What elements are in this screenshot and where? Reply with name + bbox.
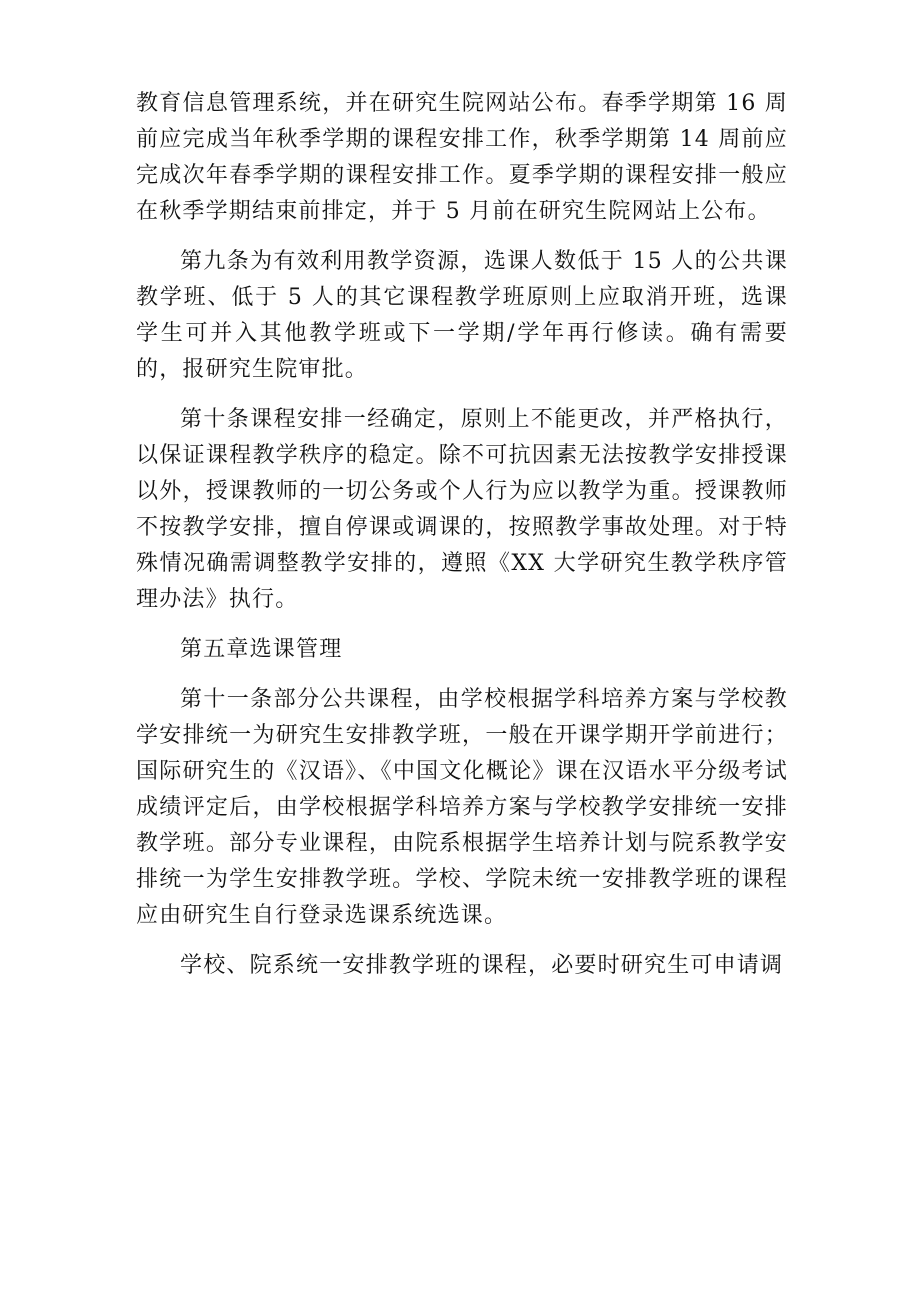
chapter-heading: 第五章选课管理 — [180, 637, 343, 662]
paragraph-continuation: 教育信息管理系统，并在研究生院网站公布。春季学期第 16 周前应完成当年秋季学期的课程安排工作，秋季学期第 14 周前应完成次年春季学期的课程安排工作。夏季学期的课程安排一般应在秋季学期结束前排定，并于 5 月前在研究生院网站上公布。 — [136, 91, 788, 224]
paragraph-unified-classes: 学校、院系统一安排教学班的课程，必要时研究生可申请调 — [180, 953, 784, 978]
paragraph-article-11: 第十一条部分公共课程，由学校根据学科培养方案与学校教学安排统一为研究生安排教学班，一般在开课学期开学前进行；国际研究生的《汉语》、《中国文化概论》课在汉语水平分级考试成绩评定后，由学校根据学科培养方案与学校教学安排统一安排教学班。部分专业课程，由院系根据学生培养计划与院系教学安排统一为学生安排教学班。学校、学院未统一安排教学班的课程应由研究生自行登录选课系统选课。 — [136, 687, 788, 928]
paragraph-article-9: 第九条为有效利用教学资源，选课人数低于 15 人的公共课教学班、低于 5 人的其它课程教学班原则上应取消开班，选课学生可并入其他教学班或下一学期/学年再行修读。确有需要的，报研究生院审批。 — [136, 249, 788, 382]
paragraph-article-10: 第十条课程安排一经确定，原则上不能更改，并严格执行，以保证课程教学秩序的稳定。除不可抗因素无法按教学安排授课以外，授课教师的一切公务或个人行为应以教学为重。授课教师不按教学安排，擅自停课或调课的，按照教学事故处理。对于特殊情况确需调整教学安排的，遵照《XX 大学研究生教学秩序管理办法》执行。 — [136, 407, 788, 612]
